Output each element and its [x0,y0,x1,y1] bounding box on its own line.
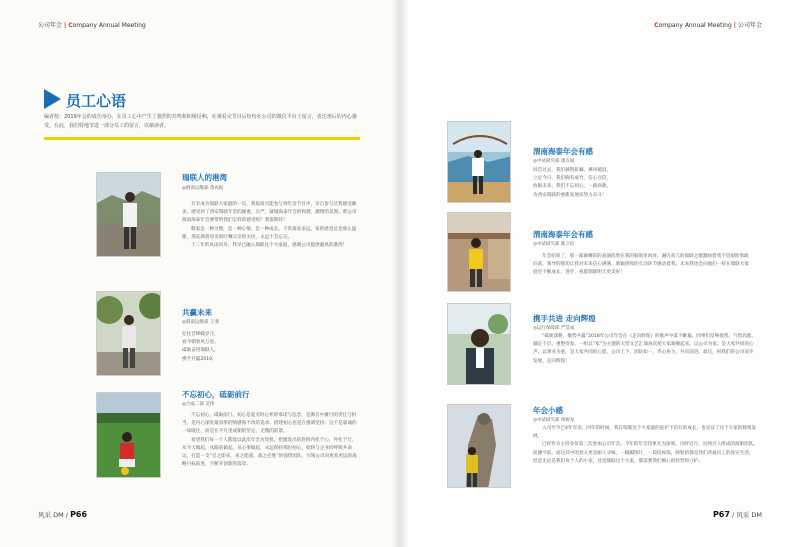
footer-dm: DM [751,511,762,519]
article-3-title: 不忘初心，砥砺前行 [182,390,250,399]
paragraph: 十二年的风雨同舟，我早已融入瑞联这个大家庭，感谢公司提供避风的港湾！ [191,243,348,249]
poem-line: 砥砺奋进瑞联人， [182,348,219,354]
paragraph: 憨家是一种习惯，是一种心情，是一种成长，不管离家多远，家的感觉总是那么温暖，那充满着母亲的叮嘱父亲的关切，永远不会忘记。 [182,226,357,240]
brand-initial: C [68,22,73,29]
photo-article-4 [447,121,511,203]
photo-article-6 [447,303,511,385]
poem-line: 放眼未来，我们不忘初心，一路高歌。 [533,184,612,190]
header-divider: | [64,22,67,29]
editor-note: 编者按：2019年会的成功举办，在员工心中产生了强烈的共鸣和积极反响，在观看完节目后纷纷在公司的微信平台上留言，表达观后的内心感受。在此，我们特地节选一部分员工的留言，以飨读者。 [44,114,357,129]
photo-article-3 [96,392,161,478]
poem-line: 看今朝春风万里。 [182,340,219,346]
page-number-left: P66 [70,510,88,519]
article-4-title: 渭南海泰年会有感 [533,147,593,156]
paragraph: “砥砺深耕，聚势共赢”2018年公司年会在《走向辉煌》的歌声中落下帷幕。同事们反响很烈、气势高涨，踊定千层、重整待发。一组以“家”为主题的大型文艺汇演再次把大家凝聚起来。以公司为家，是大家共同的心声，以事业为重，是大家共同的心愿。公司上下，团结如一，齐心协力，共向前进。最后，祝我们的公司前步发展，走向辉煌！ [533,334,756,364]
footer-left: 风采 DM / P66 [38,510,88,519]
poem-line: 立足今日，我们胸有成竹，信心百倍， [533,176,612,182]
paragraph: 不忘初心，砥砺前行。初心是起点时心怀的承诺与信念，是源自中庸行的责任与担当，是内心深处最真挚的情感和不改的追求。搭建初心也是在强调坚持；这不是靠诵的一如既往，而是在平凡里或朝的坚定。无愧的前景。 [182,413,357,435]
article-4-body [533,167,733,200]
article-6-body [533,333,758,366]
photo-article-2 [96,291,161,376]
article-1-body [182,201,360,250]
article-3-body [182,412,360,469]
photo-article-1 [96,172,161,257]
article-1-author: ◎渭南运维部 余农振 [182,186,224,191]
paragraph: 有幸成为瑞联大家庭的一员，我很高兴能参与到年会节目中，亲自参与过我感受颇多，感受到了西安瑞联年会的隆重、庄严、蒲城海泰年会的和谐、激情的氛围。那公司渭南海泰年会要带给我们怎样的感受呢？我很期待！ [182,202,357,224]
footer-brand: 风采 [736,511,750,519]
footer-right: P67 / 风采 DM [712,510,762,519]
article-6-author: ◎运行保障部 严昊成 [533,326,575,331]
article-1-title: 瑞联人的港湾 [182,173,227,182]
brand-initial: C [654,22,659,29]
article-5-author: ◎中试研究部 陈立培 [533,242,575,247]
play-arrow-icon [44,89,61,109]
brand-rest: ompany Annual Meeting [72,22,146,29]
poem-line: 携手共赢2019。 [182,356,217,362]
book-spine-shadow [392,0,408,547]
header-right [654,20,762,29]
article-2-title: 共赢未来 [182,308,212,317]
article-3-author: ◎合成二部 吴伟 [182,402,215,407]
article-5-body [533,253,753,278]
article-7-author: ◎中试研究部 周树龙 [533,418,575,423]
poem-line: 忆往昔峥嵘岁月， [182,332,219,337]
article-4-author: ◎中试研究部 康友斌 [533,159,575,164]
header-left [38,20,146,29]
paragraph: 已经作为主持身份第三次参加公司年会。今年的年会印象尤为深刻，历时近月，近两百人组成的演职团队，前操空前。而这其中的意义更是耐人寻味，一幅幅图片，一段段视频，映射的都是我们普通员工的真实生活，但是无论是我们每个人的小家，还是瑞联这个大家，都需要我们细心的经营和守护。 [533,442,758,464]
header-divider: | [733,22,736,29]
paragraph: 希望我们每一个人都能以此次年会为契机，把激发出的热情内化于心、外化于行，从今天做起，从眼前做起，从心事做起，永远保持那份初心，始终与企业同呼吸共命运，打造一支“召之即来，来之能战，战之必胜”的强悍团队，引领公司向更高更远的战略目标前进，不断开创新的篇章。 [182,437,357,468]
header-left-tag: 公司年会 [38,22,63,29]
photo-article-7 [447,404,511,488]
page-number-right: P67 [712,510,730,519]
poem-line: 为西安瑞联的重新发展而努力奋斗！ [533,192,607,198]
footer-brand: 风采 [38,511,51,519]
header-right-tag: 公司年会 [737,22,762,29]
article-2-author: ◎渭南运维部 王斐 [182,320,219,325]
footer-dm: DM [53,511,64,519]
yellow-divider [44,137,360,140]
article-7-body [533,425,758,466]
paragraph: 年会结束了，那一幕幕精彩的表演依然在我的脑海里回放。遍历高亢的瑞联之歌激励着我不畏艰险勇敢向前，领导的殷切让我对未来信心满满，新颖别致的互动环节感动着我。未来我也会向他们一样在瑞联大家庭里不断成长、进步，祝愿瑞联明天更美好！ [533,254,749,276]
poem-line: 回首过去，我们披荆斩棘，乘风破浪， [533,168,612,173]
brand-rest: ompany Annual Meeting [658,22,732,29]
article-6-title: 携手共进 走向辉煌 [533,314,596,323]
photo-article-5 [447,212,511,292]
article-2-body [182,331,302,364]
article-7-title: 年会小感 [533,406,563,415]
right-page [400,0,800,547]
section-title: 员工心语 [66,92,127,110]
paragraph: 入司至今已4年有余，四年的时间，我在瑞联这个大家庭的庇护下茁壮的成长，也见证了这个大家的辉煌发展。 [533,426,757,440]
article-5-title: 渭南海泰年会有感 [533,230,593,239]
